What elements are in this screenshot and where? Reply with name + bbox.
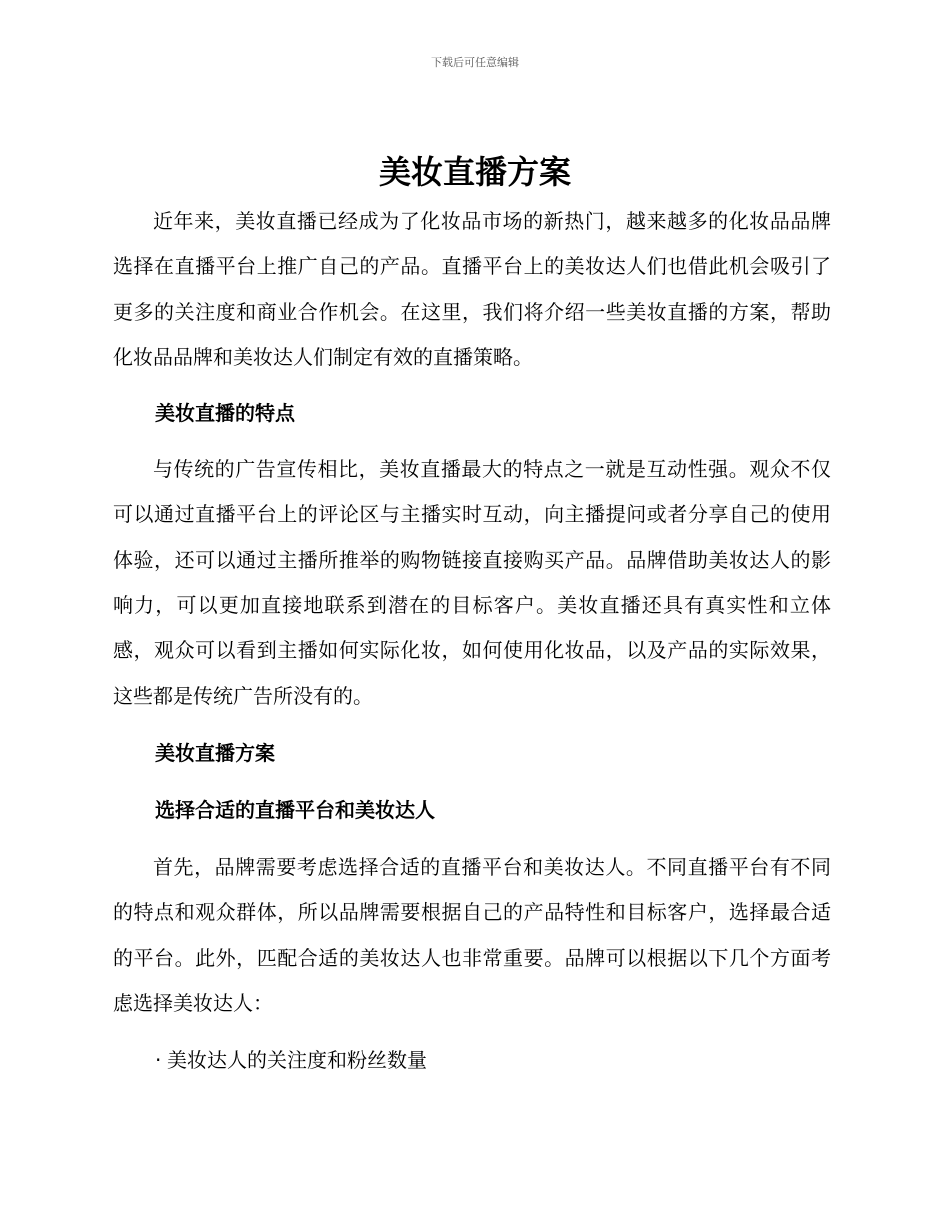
platform-paragraph: 首先，品牌需要考虑选择合适的直播平台和美妆达人。不同直播平台有不同的特点和观众群体，所以品牌需要根据自己的产品特性和目标客户，选择最合适的平台。此外，匹配合适的美妆达人也非常重要。品牌可以根据以下几个方面考虑选择美妆达人： (113, 854, 831, 1015)
features-paragraph: 与传统的广告宣传相比，美妆直播最大的特点之一就是互动性强。观众不仅可以通过直播平台上的评论区与主播实时互动，向主播提问或者分享自己的使用体验，还可以通过主播所推举的购物链接直接购买产品。品牌借助美妆达人的影响力，可以更加直接地联系到潜在的目标客户。美妆直播还具有真实性和立体感，观众可以看到主播如何实际化妆，如何使用化妆品，以及产品的实际效果，这些都是传统广告所没有的。 (113, 457, 831, 708)
section-heading-plan: 美妆直播方案 (155, 740, 275, 765)
list-item (113, 1038, 831, 1083)
intro-paragraph: 近年来，美妆直播已经成为了化妆品市场的新热门，越来越多的化妆品品牌选择在直播平台上推广自己的产品。直播平台上的美妆达人们也借此机会吸引了更多的关注度和商业合作机会。在这里，我们将介绍一些美妆直播的方案，帮助化妆品品牌和美妆达人们制定有效的直播策略。 (113, 209, 831, 369)
page-header-note: 下载后可任意编辑 (431, 56, 519, 69)
bullet-dot-icon: · (155, 1048, 162, 1073)
section-heading-features: 美妆直播的特点 (155, 401, 295, 426)
list-item-text: 美妆达人的关注度和粉丝数量 (167, 1048, 427, 1073)
page-title: 美妆直播方案 (378, 153, 571, 191)
document-body (113, 199, 831, 1083)
subsection-heading-platform: 选择合适的直播平台和美妆达人 (155, 797, 435, 822)
